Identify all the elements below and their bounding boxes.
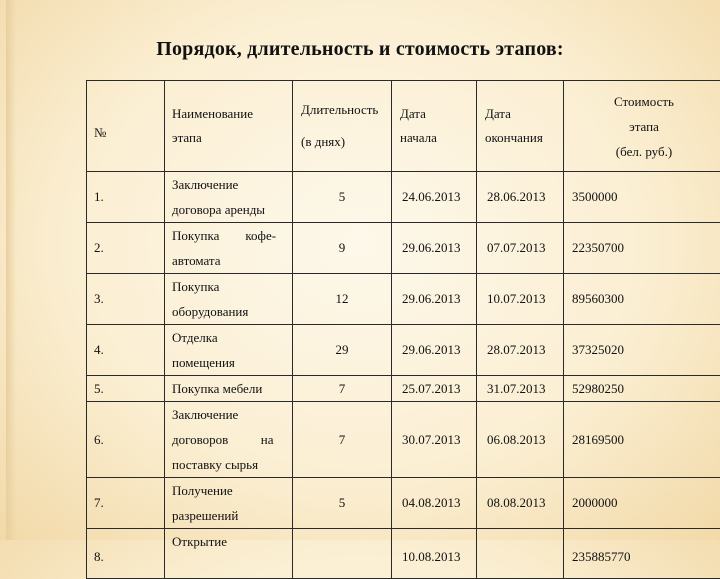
table-row bbox=[87, 478, 720, 529]
row-number: 8. bbox=[87, 529, 165, 579]
row-stage-name: Заключение договора аренды bbox=[165, 172, 293, 223]
row-start-date: 30.07.2013 bbox=[392, 402, 477, 478]
row-cost: 37325020 bbox=[564, 325, 720, 376]
table-row bbox=[87, 325, 720, 376]
row-stage-name: Покупка оборудования bbox=[165, 274, 293, 325]
header-name: Наименование этапа bbox=[165, 81, 293, 172]
row-duration bbox=[293, 529, 392, 579]
row-stage-name: Заключение договоров на поставку сырья bbox=[165, 402, 293, 478]
table-row bbox=[87, 402, 720, 478]
row-stage-name: Покупка кофе- автомата bbox=[165, 223, 293, 274]
header-number: № bbox=[87, 81, 165, 172]
row-end-date: 06.08.2013 bbox=[477, 402, 564, 478]
header-duration: Длительность (в днях) bbox=[293, 81, 392, 172]
row-end-date: 10.07.2013 bbox=[477, 274, 564, 325]
row-cost: 52980250 bbox=[564, 376, 720, 402]
row-number: 4. bbox=[87, 325, 165, 376]
table-row bbox=[87, 529, 720, 579]
row-cost: 3500000 bbox=[564, 172, 720, 223]
row-stage-name: Покупка мебели bbox=[165, 376, 293, 402]
row-end-date bbox=[477, 529, 564, 579]
page-title: Порядок, длительность и стоимость этапов: bbox=[0, 38, 720, 61]
row-number: 7. bbox=[87, 478, 165, 529]
stages-table bbox=[86, 80, 720, 579]
row-duration: 5 bbox=[293, 478, 392, 529]
row-duration: 29 bbox=[293, 325, 392, 376]
row-duration: 7 bbox=[293, 376, 392, 402]
row-stage-name: Открытие bbox=[165, 529, 293, 579]
row-end-date: 08.08.2013 bbox=[477, 478, 564, 529]
row-start-date: 10.08.2013 bbox=[392, 529, 477, 579]
row-end-date: 31.07.2013 bbox=[477, 376, 564, 402]
row-start-date: 04.08.2013 bbox=[392, 478, 477, 529]
row-end-date: 28.07.2013 bbox=[477, 325, 564, 376]
header-end-date: Дата окончания bbox=[477, 81, 564, 172]
row-end-date: 28.06.2013 bbox=[477, 172, 564, 223]
table-row bbox=[87, 223, 720, 274]
row-stage-name: Получение разрешений bbox=[165, 478, 293, 529]
row-duration: 5 bbox=[293, 172, 392, 223]
slide-frame-edge bbox=[6, 0, 16, 540]
row-start-date: 29.06.2013 bbox=[392, 223, 477, 274]
row-duration: 7 bbox=[293, 402, 392, 478]
row-start-date: 29.06.2013 bbox=[392, 274, 477, 325]
row-cost: 28169500 bbox=[564, 402, 720, 478]
row-cost: 235885770 bbox=[564, 529, 720, 579]
header-start-date: Дата начала bbox=[392, 81, 477, 172]
row-start-date: 24.06.2013 bbox=[392, 172, 477, 223]
row-number: 2. bbox=[87, 223, 165, 274]
row-number: 3. bbox=[87, 274, 165, 325]
row-duration: 12 bbox=[293, 274, 392, 325]
table-row bbox=[87, 274, 720, 325]
row-end-date: 07.07.2013 bbox=[477, 223, 564, 274]
row-cost: 22350700 bbox=[564, 223, 720, 274]
header-cost: Стоимость этапа (бел. руб.) bbox=[564, 81, 720, 172]
row-duration: 9 bbox=[293, 223, 392, 274]
row-start-date: 29.06.2013 bbox=[392, 325, 477, 376]
table-header-row bbox=[87, 81, 720, 172]
row-number: 1. bbox=[87, 172, 165, 223]
row-stage-name: Отделка помещения bbox=[165, 325, 293, 376]
row-number: 5. bbox=[87, 376, 165, 402]
table-row bbox=[87, 376, 720, 402]
row-cost: 89560300 bbox=[564, 274, 720, 325]
row-number: 6. bbox=[87, 402, 165, 478]
row-cost: 2000000 bbox=[564, 478, 720, 529]
table-row bbox=[87, 172, 720, 223]
row-start-date: 25.07.2013 bbox=[392, 376, 477, 402]
